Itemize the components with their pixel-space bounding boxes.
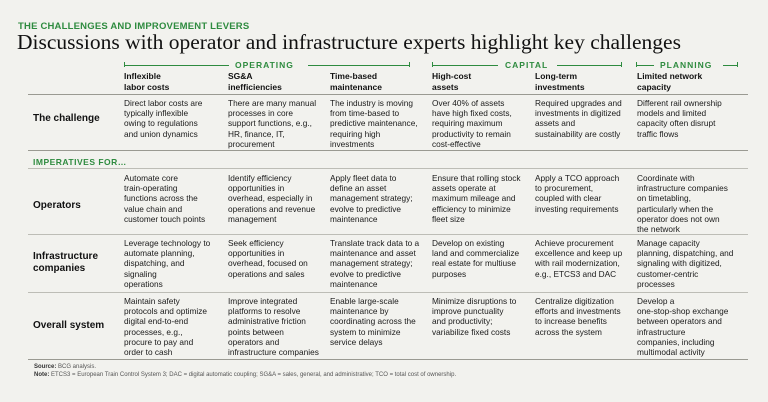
column-header-labor: Inflexible labor costs [124, 71, 170, 92]
divider [28, 94, 748, 95]
group-capital-label: CAPITAL [505, 60, 549, 70]
column-header-sga: SG&A inefficiencies [228, 71, 282, 92]
column-header-maintenance: Time-based maintenance [330, 71, 382, 92]
column-header-capacity: Limited network capacity [637, 71, 703, 92]
note-label: Note: [34, 372, 50, 378]
imperative-cell: Minimize disruptions to improve punctuality and productivity; variabilize fixed costs [432, 296, 517, 337]
source-label: Source: [34, 364, 57, 370]
challenge-cell: Required upgrades and investments in digitized assets and sustainability are costly [535, 98, 622, 139]
column-header-assets: High-cost assets [432, 71, 472, 92]
row-header-challenge: The challenge [33, 113, 100, 124]
row-header-overall-system: Overall system [33, 320, 105, 331]
imperative-cell: Apply a TCO approach to procurement, coupled with clear investing requirements [535, 173, 620, 214]
source-note [34, 364, 96, 370]
kicker: THE CHALLENGES AND IMPROVEMENT LEVERS [18, 21, 250, 32]
challenge-cell: The industry is moving from time-based to predictive maintenance, requiring high investments [330, 98, 418, 149]
imperative-cell: Translate track data to a maintenance and asset management strategy; evolve to predictive maintenance [330, 238, 420, 289]
column-header-investments: Long-term investments [535, 71, 585, 92]
group-operating-label: OPERATING [235, 60, 294, 70]
row-header-operators: Operators [33, 200, 81, 211]
imperative-cell: Develop on existing land and commercialize real estate for multiuse purposes [432, 238, 520, 279]
challenge-cell: Different rail ownership models and limited capacity often disrupt traffic flows [637, 98, 722, 139]
imperative-cell: Enable large-scale maintenance by coordinating across the system to minimize service delays [330, 296, 416, 347]
divider [28, 359, 748, 360]
imperative-cell: Achieve procurement excellence and keep up with rail modernization, e.g., ETCS3 and DAC [535, 238, 623, 279]
row-header-infrastructure: Infrastructure companies [33, 251, 99, 274]
source-text: BCG analysis. [58, 364, 97, 370]
imperatives-label: IMPERATIVES FOR… [33, 157, 127, 167]
imperative-cell: Develop a one-stop-shop exchange between operators and infrastructure companies, including multimodal activity [637, 296, 729, 358]
challenge-cell: Direct labor costs are typically inflexible owing to regulations and union dynamics [124, 98, 203, 139]
divider [28, 168, 748, 169]
imperative-cell: Ensure that rolling stock assets operate at maximum mileage and efficiency to minimize fleet size [432, 173, 521, 224]
imperative-cell: Centralize digitization efforts and investments to increase benefits across the system [535, 296, 621, 337]
imperative-cell: Seek efficiency opportunities in overhead, focused on operations and sales [228, 238, 308, 279]
divider [28, 234, 748, 235]
imperative-cell: Apply fleet data to define an asset management strategy; evolve to predictive maintenance [330, 173, 413, 224]
imperative-cell: Identify efficiency opportunities in overhead, especially in operations and revenue management [228, 173, 316, 224]
divider [28, 150, 748, 151]
group-planning-label: PLANNING [660, 60, 713, 70]
footnote [34, 372, 456, 378]
imperative-cell: Coordinate with infrastructure companies on timetabling, particularly when the operator does not own the network [637, 173, 728, 235]
imperative-cell: Manage capacity planning, dispatching, and signaling with digitized, customer-centric processes [637, 238, 734, 289]
challenge-cell: There are many manual processes in core support functions, e.g., HR, finance, IT, procurement [228, 98, 317, 149]
imperative-cell: Maintain safety protocols and optimize digital end-to-end processes, e.g., procure to pay and order to cash [124, 296, 208, 358]
divider [28, 292, 748, 293]
imperative-cell: Automate core train-operating functions across the value chain and customer touch points [124, 173, 206, 224]
note-text: ETCS3 = European Train Control System 3; DAC = digital automatic coupling; SG&A = sales, general, and administrative; TCO = total cost of ownership. [51, 372, 457, 378]
imperative-cell: Improve integrated platforms to resolve administrative friction points between operators and infrastructure companies [228, 296, 319, 358]
imperative-cell: Leverage technology to automate planning, dispatching, and signaling operations [124, 238, 211, 289]
page-title: Discussions with operator and infrastructure experts highlight key challenges [17, 30, 681, 54]
challenge-cell: Over 40% of assets have high fixed costs, requiring maximum productivity to remain cost-effective [432, 98, 512, 149]
